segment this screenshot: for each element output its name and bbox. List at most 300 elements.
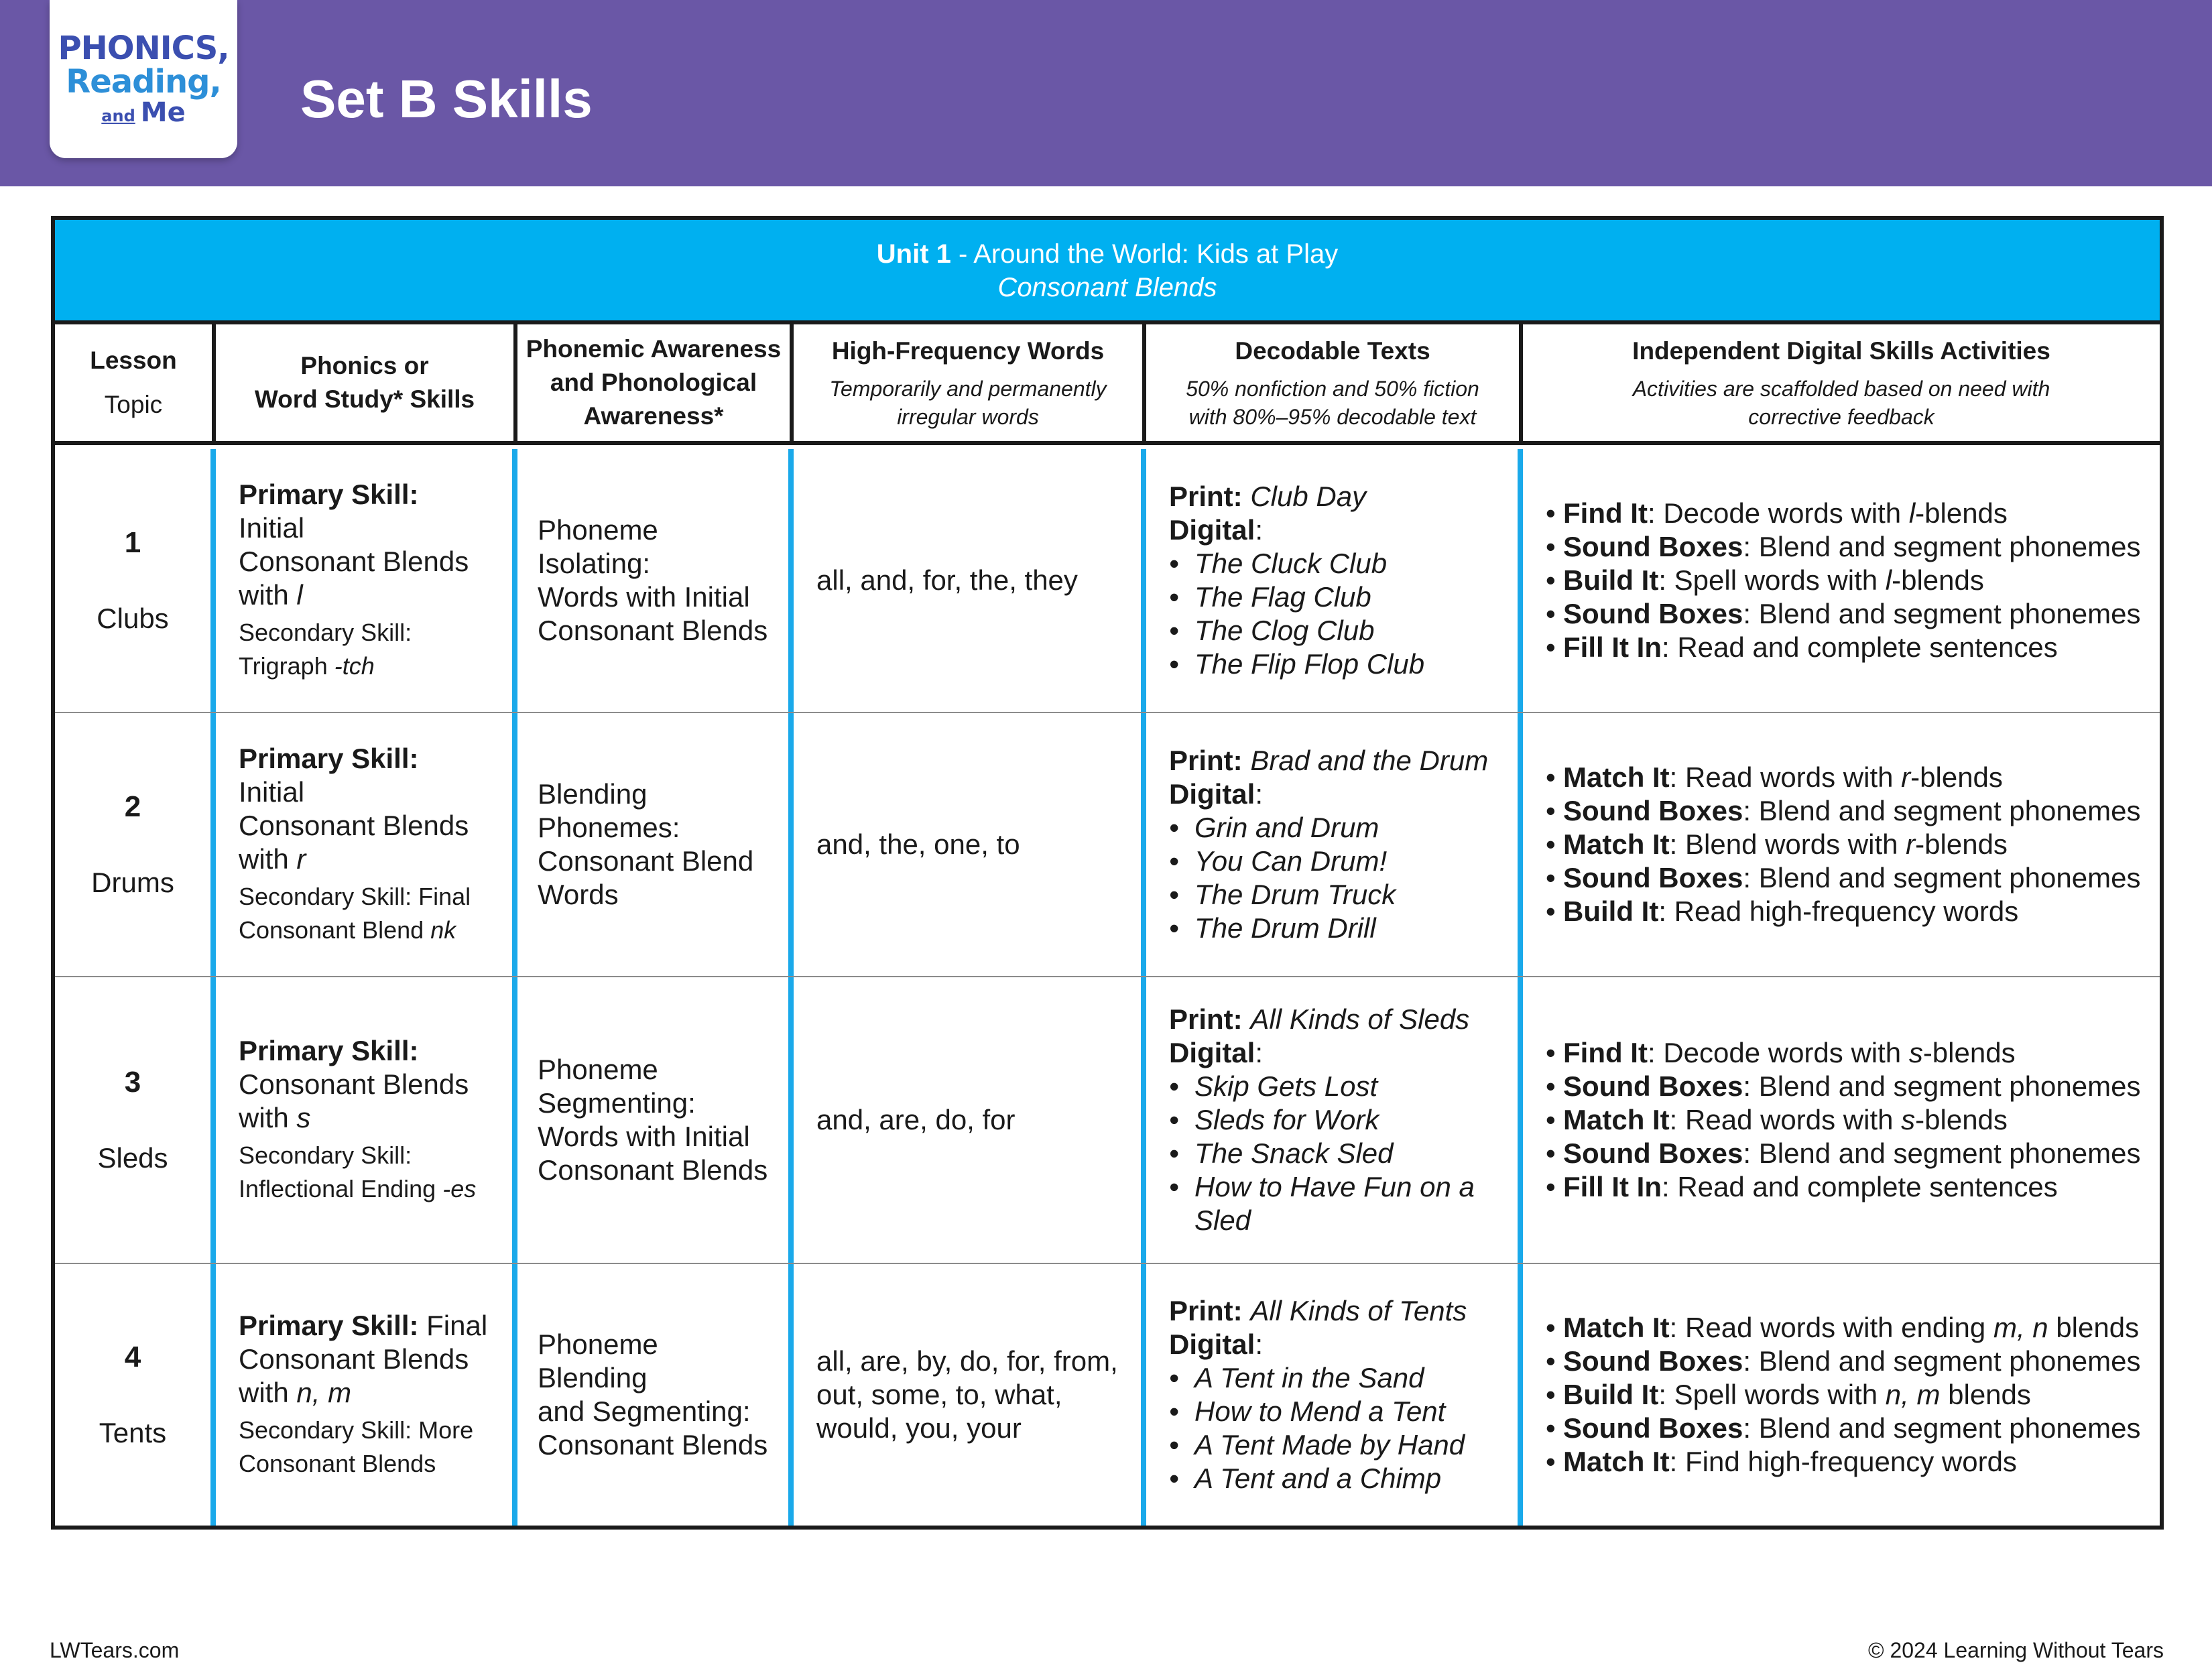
colon: : [1255, 1328, 1264, 1360]
activity-name: Fill It In [1563, 1171, 1662, 1202]
col-header-hfw-note [829, 375, 1106, 431]
digital-title: How to Have Fun on a Sled [1194, 1171, 1475, 1236]
primary-skill-label: Primary Skill: [239, 743, 419, 774]
lesson-topic: Drums [91, 867, 174, 898]
secondary-skill-text: Secondary Skill: [239, 619, 412, 646]
lesson-topic: Sleds [97, 1142, 168, 1174]
bullet-icon: • [1169, 1362, 1179, 1393]
bullet-icon: • [1169, 1171, 1179, 1202]
secondary-skill-line [239, 1447, 489, 1481]
bullet-icon: • [1546, 1137, 1556, 1169]
hfw-line: would, you, your [816, 1412, 1022, 1444]
activity-letters: l [1908, 497, 1916, 529]
activity-letters: s [1901, 1104, 1916, 1135]
unit-separator: - [950, 239, 974, 269]
bullet-icon: • [1546, 1037, 1556, 1068]
phonemic-line: Words with Initial [538, 581, 750, 613]
phonemic-cell [517, 713, 794, 976]
activity-line [1563, 761, 2003, 794]
activity-item [1546, 1412, 2146, 1445]
bullet-icon: • [1546, 1446, 1556, 1477]
primary-skill-label: Primary Skill: [239, 479, 419, 510]
lesson-number: 3 [124, 1066, 141, 1099]
primary-skill-text: with [239, 579, 289, 611]
activity-item [1546, 1103, 2146, 1137]
activity-tail: -blends [1915, 828, 2008, 860]
activity-name: Sound Boxes [1563, 531, 1743, 562]
activity-item [1546, 1170, 2146, 1204]
activity-name: Match It [1563, 1104, 1670, 1135]
primary-skill-text: Consonant Blends [239, 810, 469, 841]
digital-title: The Drum Drill [1194, 912, 1376, 944]
activity-item [1546, 1445, 2146, 1479]
print-title: All Kinds of Tents [1250, 1295, 1467, 1326]
activity-item [1546, 631, 2146, 664]
digital-title-item [1169, 912, 1495, 945]
colon: : [1743, 795, 1752, 826]
phonemic-line: Consonant Blends [538, 615, 768, 646]
activity-letters: l [1885, 564, 1892, 596]
col-header-phonemic-line: Awareness* [583, 402, 724, 430]
activity-text: Blend and segment phonemes [1758, 531, 2141, 562]
activities-cell [1523, 1264, 2160, 1526]
digital-title: Skip Gets Lost [1194, 1070, 1378, 1102]
colon: : [1743, 531, 1752, 562]
primary-skill-text: Final [426, 1310, 488, 1341]
digital-title-item [1169, 1137, 1495, 1170]
digital-title-item [1169, 614, 1495, 647]
lesson-topic: Clubs [97, 603, 169, 634]
lesson-number: 4 [124, 1341, 141, 1373]
activity-text: Spell words with [1674, 1379, 1886, 1410]
bullet-icon: • [1546, 828, 1556, 860]
activity-text: Read and complete sentences [1677, 631, 2058, 663]
activity-line [1563, 597, 2140, 631]
activity-line [1563, 794, 2140, 828]
activity-line [1563, 1445, 2017, 1479]
print-label: Print [1169, 1295, 1233, 1326]
activities-cell [1523, 713, 2160, 976]
activity-text: Spell words with [1674, 564, 1886, 596]
colon: : [1669, 828, 1678, 860]
skills-table [51, 216, 2164, 1530]
activity-name: Match It [1563, 761, 1670, 793]
activity-item [1546, 530, 2146, 564]
print-label: Print [1169, 745, 1233, 776]
activity-name: Match It [1563, 1446, 1670, 1477]
activity-line [1563, 497, 2008, 530]
unit-heading [55, 237, 2160, 271]
primary-skill-text: Initial [239, 776, 305, 808]
bullet-icon: • [1169, 581, 1179, 613]
activity-letters: r [1901, 761, 1911, 793]
secondary-skill-text: Secondary Skill: More [239, 1416, 474, 1444]
activity-letters: s [1908, 1037, 1923, 1068]
col-header-lesson-line: Lesson [90, 347, 177, 374]
digital-title: Grin and Drum [1194, 812, 1379, 843]
phonemic-cell [517, 977, 794, 1263]
note-line: Activities are scaffolded based on need with [1632, 377, 2050, 401]
col-header-lesson [55, 324, 216, 441]
activity-letters: n, m [1885, 1379, 1941, 1410]
digital-title-item [1169, 811, 1495, 845]
activities-list [1546, 761, 2146, 928]
digital-title-item [1169, 1070, 1495, 1103]
digital-title-item [1169, 547, 1495, 580]
colon: : [1233, 1295, 1243, 1326]
col-header-digital [1523, 324, 2160, 441]
digital-title-item [1169, 1428, 1495, 1462]
digital-title: Sleds for Work [1194, 1104, 1379, 1135]
bullet-icon: • [1546, 1345, 1556, 1377]
primary-skill-text: with [239, 1377, 289, 1408]
activity-item [1546, 1036, 2146, 1070]
digital-title: A Tent and a Chimp [1194, 1463, 1442, 1494]
activity-name: Sound Boxes [1563, 1345, 1743, 1377]
phonemic-line: and Segmenting: [538, 1395, 751, 1427]
secondary-skill-line [239, 914, 489, 947]
activity-text: Read words with [1685, 761, 1902, 793]
col-header-decodable [1146, 324, 1523, 441]
activity-line [1563, 564, 1984, 597]
activity-line [1563, 861, 2140, 895]
primary-skill-text: with [239, 1102, 289, 1133]
bullet-icon: • [1169, 1395, 1179, 1427]
page-title: Set B Skills [300, 69, 593, 129]
hfw-cell [794, 713, 1146, 976]
lesson-cell [55, 449, 216, 712]
phonemic-cell [517, 1264, 794, 1526]
secondary-skill [239, 880, 489, 947]
phonemic-line: Phoneme Blending [538, 1328, 658, 1393]
bullet-icon: • [1546, 795, 1556, 826]
primary-skill [239, 742, 489, 876]
colon: : [1743, 1137, 1752, 1169]
bullet-icon: • [1546, 761, 1556, 793]
lesson-row [55, 713, 2160, 977]
print-label: Print [1169, 1003, 1233, 1035]
bullet-icon: • [1546, 1379, 1556, 1410]
print-title: Brad and the Drum [1250, 745, 1489, 776]
footer-website: LWTears.com [50, 1638, 180, 1662]
logo-line-2: Reading, [66, 63, 221, 101]
digital-title: How to Mend a Tent [1194, 1395, 1446, 1427]
bullet-icon: • [1169, 1463, 1179, 1494]
bullet-icon: • [1546, 1104, 1556, 1135]
digital-title: The Flip Flop Club [1194, 648, 1425, 680]
digital-title-item [1169, 580, 1495, 614]
print-line [1169, 1003, 1495, 1036]
colon: : [1669, 1104, 1678, 1135]
digital-title-item [1169, 1462, 1495, 1495]
bullet-icon: • [1169, 912, 1179, 944]
primary-skill-text: Consonant Blends [239, 546, 469, 577]
activity-tail: -blends [1915, 497, 2008, 529]
lesson-row [55, 977, 2160, 1264]
colon: : [1233, 481, 1243, 512]
secondary-skill-line [239, 649, 489, 683]
bullet-icon: • [1546, 895, 1556, 927]
activity-line [1563, 828, 2008, 861]
digital-label: Digital [1169, 778, 1255, 810]
secondary-skill-ending: nk [430, 916, 456, 944]
bullet-icon: • [1169, 812, 1179, 843]
digital-title: The Drum Truck [1194, 879, 1396, 910]
primary-skill-text: Initial [239, 512, 305, 544]
digital-title-item [1169, 647, 1495, 681]
col-header-decodable-title: Decodable Texts [1235, 337, 1430, 365]
decodable-cell [1146, 449, 1523, 712]
col-header-phonemic [517, 324, 794, 441]
activity-name: Sound Boxes [1563, 1412, 1743, 1444]
digital-title-list [1169, 1070, 1495, 1237]
bullet-icon: • [1169, 1429, 1179, 1461]
activity-line [1563, 1070, 2140, 1103]
activity-text: Read words with [1685, 1104, 1902, 1135]
bullet-icon: • [1169, 1070, 1179, 1102]
secondary-skill-text: Secondary Skill: [239, 1141, 412, 1169]
bullet-icon: • [1546, 862, 1556, 893]
bullet-icon: • [1169, 615, 1179, 646]
activity-item [1546, 597, 2146, 631]
digital-title: The Cluck Club [1194, 548, 1388, 579]
digital-line [1169, 1036, 1495, 1070]
activities-list [1546, 1036, 2146, 1204]
secondary-skill [239, 1139, 489, 1206]
activity-text: Read high-frequency words [1674, 895, 2019, 927]
print-line [1169, 744, 1495, 778]
footer-copyright: © 2024 Learning Without Tears [1867, 1638, 2164, 1662]
lesson-number: 1 [124, 526, 141, 559]
note-line: Temporarily and permanently [829, 377, 1107, 401]
activity-tail: -blends [1922, 1037, 2016, 1068]
phonics-cell [216, 449, 517, 712]
activities-cell [1523, 449, 2160, 712]
digital-title-item [1169, 1170, 1495, 1237]
activity-item [1546, 497, 2146, 530]
digital-title-item [1169, 845, 1495, 878]
col-header-phonics-line: Phonics or [300, 352, 429, 379]
phonemic-text [538, 1053, 768, 1187]
unit-label: Unit 1 [876, 239, 951, 269]
hfw-cell [794, 977, 1146, 1263]
lesson-row [55, 449, 2160, 713]
phonemic-line: Consonant Blend [538, 845, 754, 877]
phonics-cell [216, 977, 517, 1263]
decodable-cell [1146, 713, 1523, 976]
activity-name: Fill It In [1563, 631, 1662, 663]
activity-text: Blend and segment phonemes [1758, 795, 2141, 826]
primary-skill-letter: s [296, 1102, 311, 1133]
bullet-icon: • [1169, 548, 1179, 579]
hfw-text [816, 564, 1118, 597]
bullet-icon: • [1546, 1312, 1556, 1343]
primary-skill-text: with [239, 843, 289, 875]
col-header-phonemic-line: Phonemic Awareness [526, 335, 782, 363]
decodable-text [1169, 1294, 1495, 1495]
lesson-number: 2 [124, 790, 141, 823]
digital-title: A Tent Made by Hand [1194, 1429, 1465, 1461]
digital-label: Digital [1169, 1328, 1255, 1360]
print-title: All Kinds of Sleds [1250, 1003, 1470, 1035]
bullet-icon: • [1546, 531, 1556, 562]
hfw-cell [794, 1264, 1146, 1526]
primary-skill-line [239, 1309, 489, 1343]
colon: : [1661, 1171, 1670, 1202]
activity-line [1563, 1378, 2031, 1412]
bullet-icon: • [1169, 648, 1179, 680]
activity-name: Sound Boxes [1563, 598, 1743, 629]
digital-title: The Flag Club [1194, 581, 1371, 613]
col-header-hfw [794, 324, 1146, 441]
decodable-cell [1146, 977, 1523, 1263]
primary-skill-line [239, 843, 489, 876]
unit-subtitle: Consonant Blends [997, 273, 1217, 302]
bullet-icon: • [1546, 631, 1556, 663]
activities-list [1546, 497, 2146, 664]
column-header-row [55, 324, 2160, 445]
hfw-text [816, 828, 1118, 861]
activity-line [1563, 1103, 2008, 1137]
activity-line [1563, 1345, 2140, 1378]
activities-list [1546, 1311, 2146, 1479]
bullet-icon: • [1546, 1171, 1556, 1202]
decodable-text [1169, 744, 1495, 945]
unit-title: Around the World: Kids at Play [973, 239, 1339, 269]
digital-label: Digital [1169, 514, 1255, 546]
activity-line [1563, 1170, 2058, 1204]
colon: : [1233, 1003, 1243, 1035]
primary-skill-line [239, 478, 489, 545]
activity-name: Find It [1563, 497, 1648, 529]
colon: : [1669, 1446, 1678, 1477]
activity-line [1563, 1036, 2016, 1070]
phonics-cell [216, 1264, 517, 1526]
activity-name: Match It [1563, 1312, 1670, 1343]
activities-cell [1523, 977, 2160, 1263]
colon: : [1743, 862, 1752, 893]
primary-skill [239, 1034, 489, 1135]
activity-item [1546, 794, 2146, 828]
colon: : [1669, 761, 1678, 793]
activity-name: Build It [1563, 895, 1659, 927]
secondary-skill-text: Trigraph [239, 652, 328, 680]
activity-text: Blend and segment phonemes [1758, 598, 2141, 629]
colon: : [1743, 1345, 1752, 1377]
digital-title-item [1169, 878, 1495, 912]
bullet-icon: • [1546, 564, 1556, 596]
colon: : [1255, 1037, 1264, 1068]
colon: : [1658, 895, 1666, 927]
activity-line [1563, 631, 2058, 664]
activity-text: Decode words with [1663, 1037, 1909, 1068]
hfw-line: all, and, for, the, they [816, 564, 1078, 596]
lesson-cell [55, 977, 216, 1263]
secondary-skill-ending: -es [442, 1175, 477, 1202]
secondary-skill-line [239, 1172, 489, 1206]
note-line: irregular words [897, 405, 1039, 429]
primary-skill-line [239, 1376, 489, 1410]
phonemic-line: Segmenting: [538, 1087, 696, 1119]
col-header-phonics-line: Word Study* Skills [254, 385, 475, 413]
activity-letters: r [1906, 828, 1916, 860]
digital-label: Digital [1169, 1037, 1255, 1068]
activity-item [1546, 828, 2146, 861]
digital-title-list [1169, 811, 1495, 945]
activity-text: Read words with ending [1685, 1312, 1993, 1343]
colon: : [1743, 1070, 1752, 1102]
digital-title-item [1169, 1361, 1495, 1395]
print-label: Print [1169, 481, 1233, 512]
activity-letters: m, n [1993, 1312, 2048, 1343]
digital-title: You Can Drum! [1194, 845, 1388, 877]
phonemic-line: Blending Phonemes: [538, 778, 680, 843]
colon: : [1233, 745, 1243, 776]
activity-line [1563, 1137, 2140, 1170]
bullet-icon: • [1169, 879, 1179, 910]
decodable-text [1169, 1003, 1495, 1237]
activity-item [1546, 1070, 2146, 1103]
bullet-icon: • [1546, 598, 1556, 629]
activity-tail: blends [1940, 1379, 2031, 1410]
phonemic-text [538, 1328, 768, 1462]
phonics-reading-me-logo [50, 0, 237, 158]
skills-grid [55, 320, 2160, 1526]
secondary-skill [239, 616, 489, 683]
colon: : [1658, 564, 1666, 596]
colon: : [1255, 778, 1264, 810]
activity-line [1563, 895, 2018, 928]
digital-title-list [1169, 547, 1495, 681]
activity-text: Decode words with [1663, 497, 1909, 529]
digital-title: The Snack Sled [1194, 1137, 1394, 1169]
bullet-icon: • [1546, 497, 1556, 529]
colon: : [1255, 514, 1264, 546]
activity-item [1546, 1345, 2146, 1378]
col-header-topic-line: Topic [104, 391, 163, 418]
primary-skill-line [239, 1101, 489, 1135]
digital-title-list [1169, 1361, 1495, 1495]
colon: : [1743, 1412, 1752, 1444]
phonemic-line: Consonant Blends [538, 1429, 768, 1461]
activity-item [1546, 1311, 2146, 1345]
col-header-digital-note [1633, 375, 2050, 431]
print-line [1169, 480, 1495, 513]
activity-name: Build It [1563, 564, 1659, 596]
hfw-line: and, the, one, to [816, 828, 1020, 860]
primary-skill-text: Consonant Blends [239, 1343, 469, 1375]
colon: : [1658, 1379, 1666, 1410]
activity-name: Build It [1563, 1379, 1659, 1410]
note-line: 50% nonfiction and 50% fiction [1186, 377, 1479, 401]
logo-and: and [101, 107, 135, 125]
bullet-icon: • [1169, 845, 1179, 877]
phonemic-line: Words [538, 879, 619, 910]
digital-title-item [1169, 1395, 1495, 1428]
hfw-cell [794, 449, 1146, 712]
lesson-cell [55, 1264, 216, 1526]
primary-skill-letter: l [296, 579, 303, 611]
primary-skill-line [239, 578, 489, 612]
activity-text: Blend and segment phonemes [1758, 862, 2141, 893]
secondary-skill [239, 1414, 489, 1481]
secondary-skill-text: Consonant Blend [239, 916, 424, 944]
colon: : [1647, 497, 1656, 529]
primary-skill-label: Primary Skill: [239, 1035, 419, 1066]
activity-line [1563, 1412, 2140, 1445]
activity-name: Sound Boxes [1563, 1070, 1743, 1102]
decodable-cell [1146, 1264, 1523, 1526]
